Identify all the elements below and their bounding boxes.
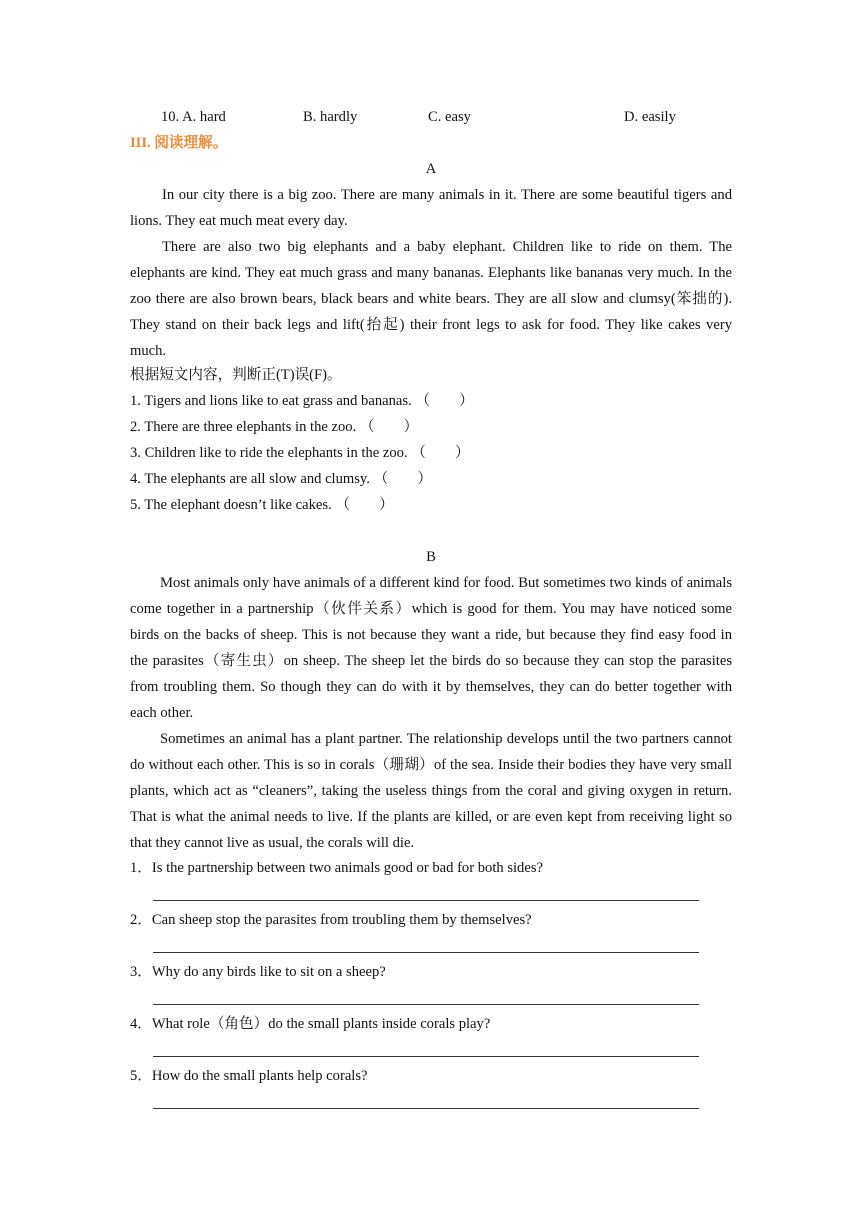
question-5: 5．How do the small plants help corals? bbox=[130, 1068, 368, 1084]
passage-b-paragraph-1 bbox=[130, 570, 732, 726]
passage-a-paragraph-2 bbox=[130, 234, 732, 364]
q10-option-d: D. easily bbox=[624, 109, 676, 125]
passage-a-label: A bbox=[425, 161, 437, 177]
section-title: III. 阅读理解。 bbox=[130, 135, 228, 151]
passage-b-p2-text: Sometimes an animal has a plant partner. The relationship develops until the two partners cannot do without each other. This is so in corals（珊瑚）of the sea. Inside their bodies they have very small plants, which act as “cleaners”, taking the useless things from the coral and giving oxygen in return. That is what the animal needs to live. If the plants are killed, or are even kept from receiving light so that they cannot live as usual, the corals will die. bbox=[130, 731, 732, 851]
question-2: 2．Can sheep stop the parasites from troubling them by themselves? bbox=[130, 912, 532, 928]
tf-item-3: 3. Children like to ride the elephants in the zoo. （ ） bbox=[130, 445, 470, 461]
question-4: 4．What role（角色）do the small plants inside corals play? bbox=[130, 1016, 491, 1032]
passage-b-paragraph-2 bbox=[130, 726, 732, 856]
passage-a-instruction: 根据短文内容，判断正(T)误(F)。 bbox=[130, 367, 342, 383]
answer-line-5[interactable] bbox=[153, 1108, 699, 1109]
passage-a-paragraph-1 bbox=[130, 182, 732, 234]
question-3: 3．Why do any birds like to sit on a sheep? bbox=[130, 964, 386, 980]
q10-option-b: B. hardly bbox=[303, 109, 358, 125]
tf-item-1: 1. Tigers and lions like to eat grass and bananas. （ ） bbox=[130, 393, 474, 409]
passage-b-p1-text: Most animals only have animals of a different kind for food. But sometimes two kinds of animals come together in a partnership（伙伴关系）which is good for them. You may have noticed some birds on the backs of sheep. This is not because they want a ride, but because they find easy food in the parasites（寄生虫）on sheep. The sheep let the birds do so because they can stop the parasites from troubling them. So though they can do with it by themselves, they can do better together with each other. bbox=[130, 575, 732, 721]
answer-line-2[interactable] bbox=[153, 952, 699, 953]
tf-item-2: 2. There are three elephants in the zoo. （ ） bbox=[130, 419, 419, 435]
tf-item-5: 5. The elephant doesn’t like cakes. （ ） bbox=[130, 497, 394, 513]
answer-line-4[interactable] bbox=[153, 1056, 699, 1057]
tf-item-4: 4. The elephants are all slow and clumsy. （ ） bbox=[130, 471, 432, 487]
passage-b-label: B bbox=[426, 549, 436, 565]
question-1: 1．Is the partnership between two animals good or bad for both sides? bbox=[130, 860, 543, 876]
passage-a-p1-text: In our city there is a big zoo. There are many animals in it. There are some beautiful tigers and lions. They eat much meat every day. bbox=[130, 187, 732, 229]
q10-option-c: C. easy bbox=[428, 109, 471, 125]
passage-a-p2-text: There are also two big elephants and a baby elephant. Children like to ride on them. The elephants are kind. They eat much grass and many bananas. Elephants like bananas very much. In the zoo there are also brown bears, black bears and white bears. They are all slow and clumsy(笨拙的). They stand on their back legs and lift(抬起) their front legs to ask for food. They like cakes very much. bbox=[130, 239, 732, 359]
answer-line-1[interactable] bbox=[153, 900, 699, 901]
q10-option-a: 10. A. hard bbox=[161, 109, 226, 125]
answer-line-3[interactable] bbox=[153, 1004, 699, 1005]
